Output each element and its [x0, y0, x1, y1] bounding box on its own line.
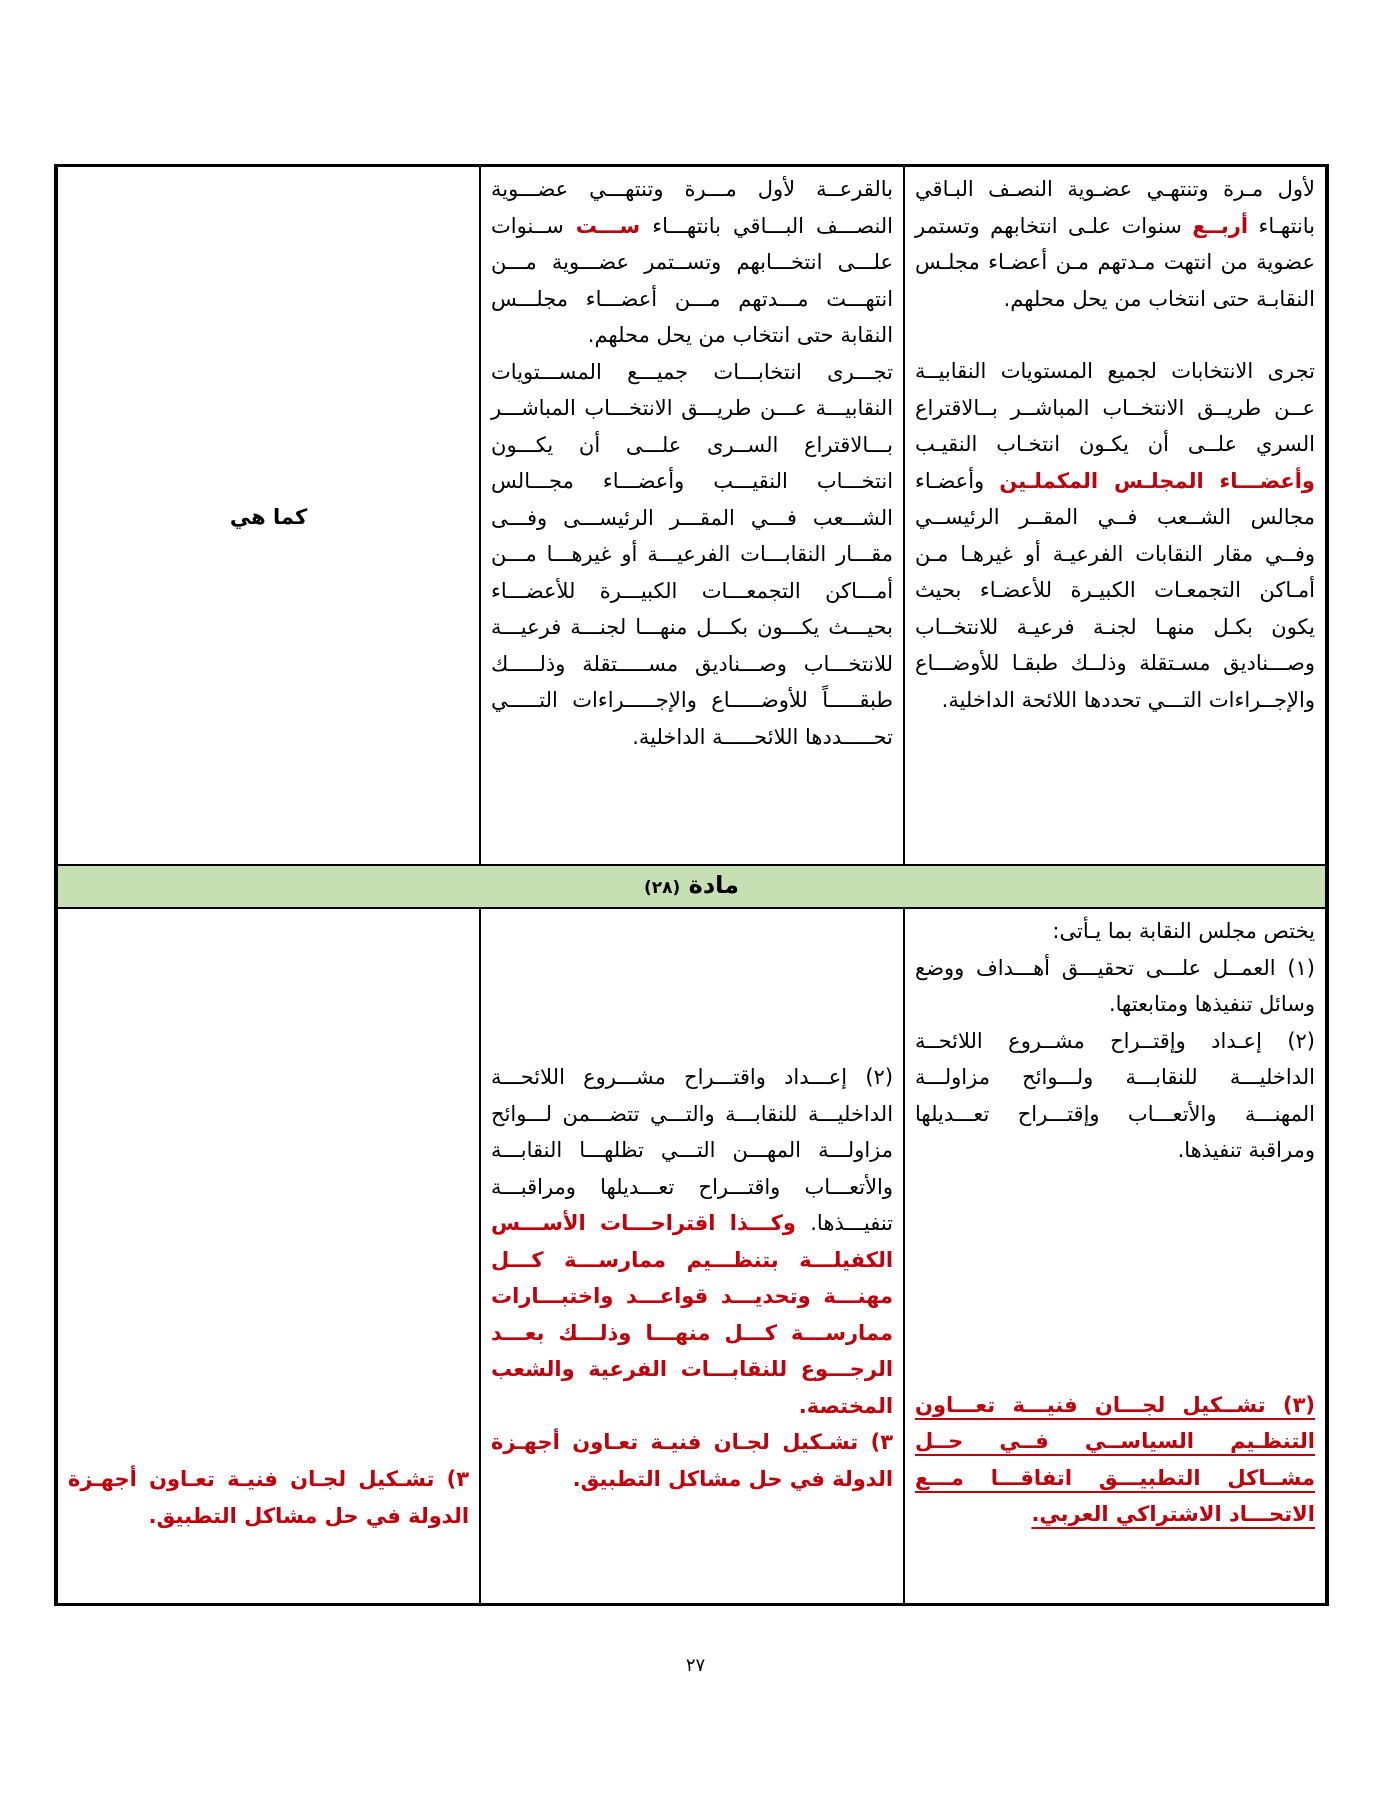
- spacer: [68, 913, 469, 1461]
- original-item-1: (١) العمــل علـــى تحقيـــق أهـــداف ووضع وسائل تنفيذها ومتابعتها.: [915, 955, 1315, 1016]
- original-item-3: (٣) تشــكيل لجـــان فنيـــة تعـــاون التنظـيم السياســي فــي حــل مشــاكل التطبيـــق اتفاقـــا مـــع الاتحـــاد الاشتراكي العربي.: [915, 1392, 1315, 1526]
- text-segment: وأعضـاء مجالس الشــعب فــي المقــر الرئيســي وفــي مقار النقابات الفرعيـة أو غيرهـا مـن أمـاكن التجمعـات الكبيـرة للأعضـاء بحيث يكون بكـل منهـا لجنـة فرعيـة للانتخــاب وصـــناديق مسـتقلة وذلــك طبقـا للأوضـــاع والإجــراءات التـــي تحددها اللائحة الداخلية.: [915, 468, 1315, 712]
- amended-item-3: ٣) تشـكيل لجـان فنيـة تعـاون أجهـزة الدولة في حل مشاكل التطبيق.: [491, 1430, 894, 1491]
- original-paragraph-elections: [915, 353, 1315, 718]
- cell-original-text: [904, 166, 1327, 866]
- cell-amended-text: [480, 166, 904, 866]
- text-segment: سنوات علـى انتخابهم وتستمر عضوية من انتهت مـدتهم مـن أعضـاء مجلـس النقابـة حتى انتخاب من يحل محلهم.: [915, 213, 1315, 311]
- amended-item-2-addition: وكـــذا اقتراحـــات الأســـس الكفيلـــة بتنظـــيم ممارســـة كـــل مهنـــة وتحديـــد قواعـــد واختبـــارات ممارســـة كـــل منهـــا وذلـــك بعـــد الرجـــوع للنقابـــات الفرعية والشعب المختصة.: [491, 1211, 894, 1418]
- comparison-table: [54, 164, 1329, 1606]
- as-is-label: كما هي: [229, 505, 308, 530]
- text-segment: تجرى الانتخابات لجميع المستويات النقابيــة عــن طريــق الانتخــاب المباشــر بــالاقتراع السري علــى أن يكـون انتخـاب النقيـب: [915, 359, 1315, 456]
- table-row-previous-article: [56, 166, 1327, 866]
- amended-paragraph-term: [491, 171, 893, 354]
- table-row-article-28: [56, 908, 1327, 1605]
- text-segment: بالقرعــة لأول مـــرة وتنتهـــي عضـــوية النصـــف البـــاقي بانتهـــاء: [491, 177, 894, 238]
- spacer: [491, 913, 893, 1059]
- text-segment: لأول مـرة وتنتهـي عضـوية النصـف البـاقي بانتهـاء: [915, 177, 1315, 238]
- page-number: ٢٧: [685, 1655, 706, 1676]
- amended-paragraph-elections: تجـــرى انتخابـــات جميـــع المســـتويات النقابيـــة عـــن طريـــق الانتخـــاب المباشـــر بـــالاقتراع الســرى علـــى أن يكـــون انتخـــاب النقيـــب وأعضـــاء مجـــالس الشـــعب فـــي المقـــر الرئيســـى وفـــى مقـــار النقابـــات الفرعيـــة أو غيرهـــا مـــن أمـــاكن التجمعـــات الكبيـــرة للأعضـــاء بحيـــث يكـــون بكـــل منهـــا لجنـــة فرعيـــة للانتخـــاب وصـــناديق مســـــتقلة وذلـــــك طبقـــــاً للأوضـــــاع والإجـــــراءات التـــــي تحـــــددها اللائحـــــة الداخلية.: [491, 359, 894, 749]
- article-number: (٢٨): [643, 878, 681, 898]
- cell-proposed-text: [56, 166, 480, 866]
- spacer: [915, 1169, 1315, 1387]
- article-label: مادة: [688, 871, 740, 899]
- cell-proposed-text: [56, 908, 480, 1605]
- cell-amended-text: [480, 908, 904, 1605]
- article-header: [56, 865, 1327, 908]
- original-paragraph-term: [915, 171, 1315, 317]
- original-item-2: (٢) إعـداد وإقتــراح مشــروع اللائحــة الداخليـــة للنقابـــة ولـــوائح مزاولـــة المهنـــة والأتعـــاب وإقتـــراح تعـــديلها ومراقبة تنفيذها.: [915, 1028, 1315, 1162]
- original-intro: يختص مجلس النقابة بما يـأتى:: [1052, 919, 1315, 943]
- cell-original-text: [904, 908, 1327, 1605]
- proposed-item-3: ٣) تشـكيل لجـان فنيـة تعـاون أجهـزة الدولة في حل مشاكل التطبيق.: [68, 1467, 470, 1528]
- article-header-row: [56, 865, 1327, 908]
- highlight-six-years: ســـت: [575, 213, 641, 238]
- text-segment: (٢) إعـــداد واقتـــراح مشـــروع اللائحـــة الداخليـــة للنقابـــة والتـــي تتضـــمن لـــوائح مزاولـــة المهـــن التـــي تظلهـــا النقابـــة والأتعـــاب واقتـــراح تعـــديلها ومراقبـــة تنفيـــذها.: [491, 1065, 894, 1235]
- highlight-complementary-members: وأعضـــاء المجلـس المكملـين: [999, 468, 1315, 493]
- amended-item-2: [491, 1059, 893, 1424]
- paragraph-gap: [915, 317, 1315, 353]
- highlight-four-years: أربــع: [1192, 213, 1249, 238]
- text-segment: ســنوات علـــى انتخـــابهم وتســتمر عضـــوية مـــن انتهـــت مـــدتهم مـــن أعضـــاء مجلـــس النقابة حتى انتخاب من يحل محلهم.: [491, 213, 894, 347]
